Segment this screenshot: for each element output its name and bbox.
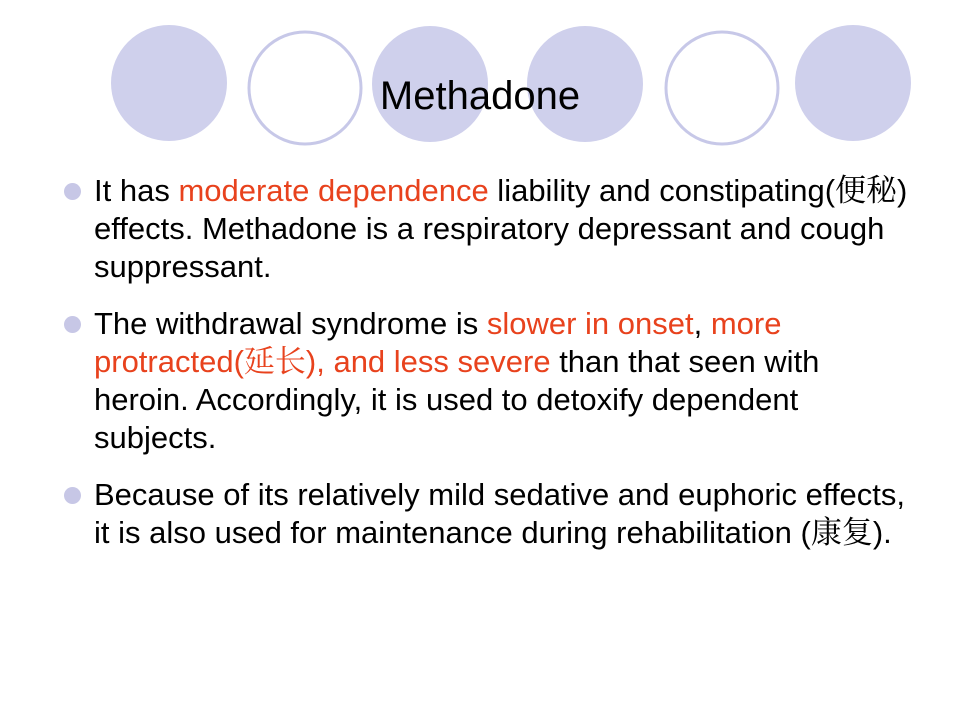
slide-title: Methadone (379, 74, 581, 118)
bullet-dot-icon (64, 316, 81, 333)
bullet-list (60, 172, 920, 571)
bullet-text-segment: The withdrawal syndrome is (94, 306, 487, 341)
bullet-text-segment: Because of its relatively mild sedative and euphoric effects, it is also used for maintenance during rehabilitation (康复). (94, 477, 906, 550)
highlight-text-segment: slower in onset (486, 306, 694, 341)
bullet-text-segment: than that seen with heroin. Accordingly, it is used to detoxify dependent subjects. (94, 344, 820, 455)
bullet-text-segment: , (693, 306, 711, 341)
bullet-dot-icon (64, 487, 81, 504)
bullet-text-segment: It has (94, 173, 179, 208)
bullet-item-withdrawal (60, 305, 920, 457)
bullet-item-maintenance (60, 476, 920, 552)
bullet-dot-icon (64, 183, 81, 200)
highlight-text-segment: more protracted(延长), and less severe (94, 306, 782, 379)
bullet-item-dependence (60, 172, 920, 286)
highlight-text-segment: moderate dependence (178, 173, 489, 208)
bullet-text-segment: liability and constipating(便秘) effects. Methadone is a respiratory depressant and cough suppressant. (94, 173, 908, 284)
